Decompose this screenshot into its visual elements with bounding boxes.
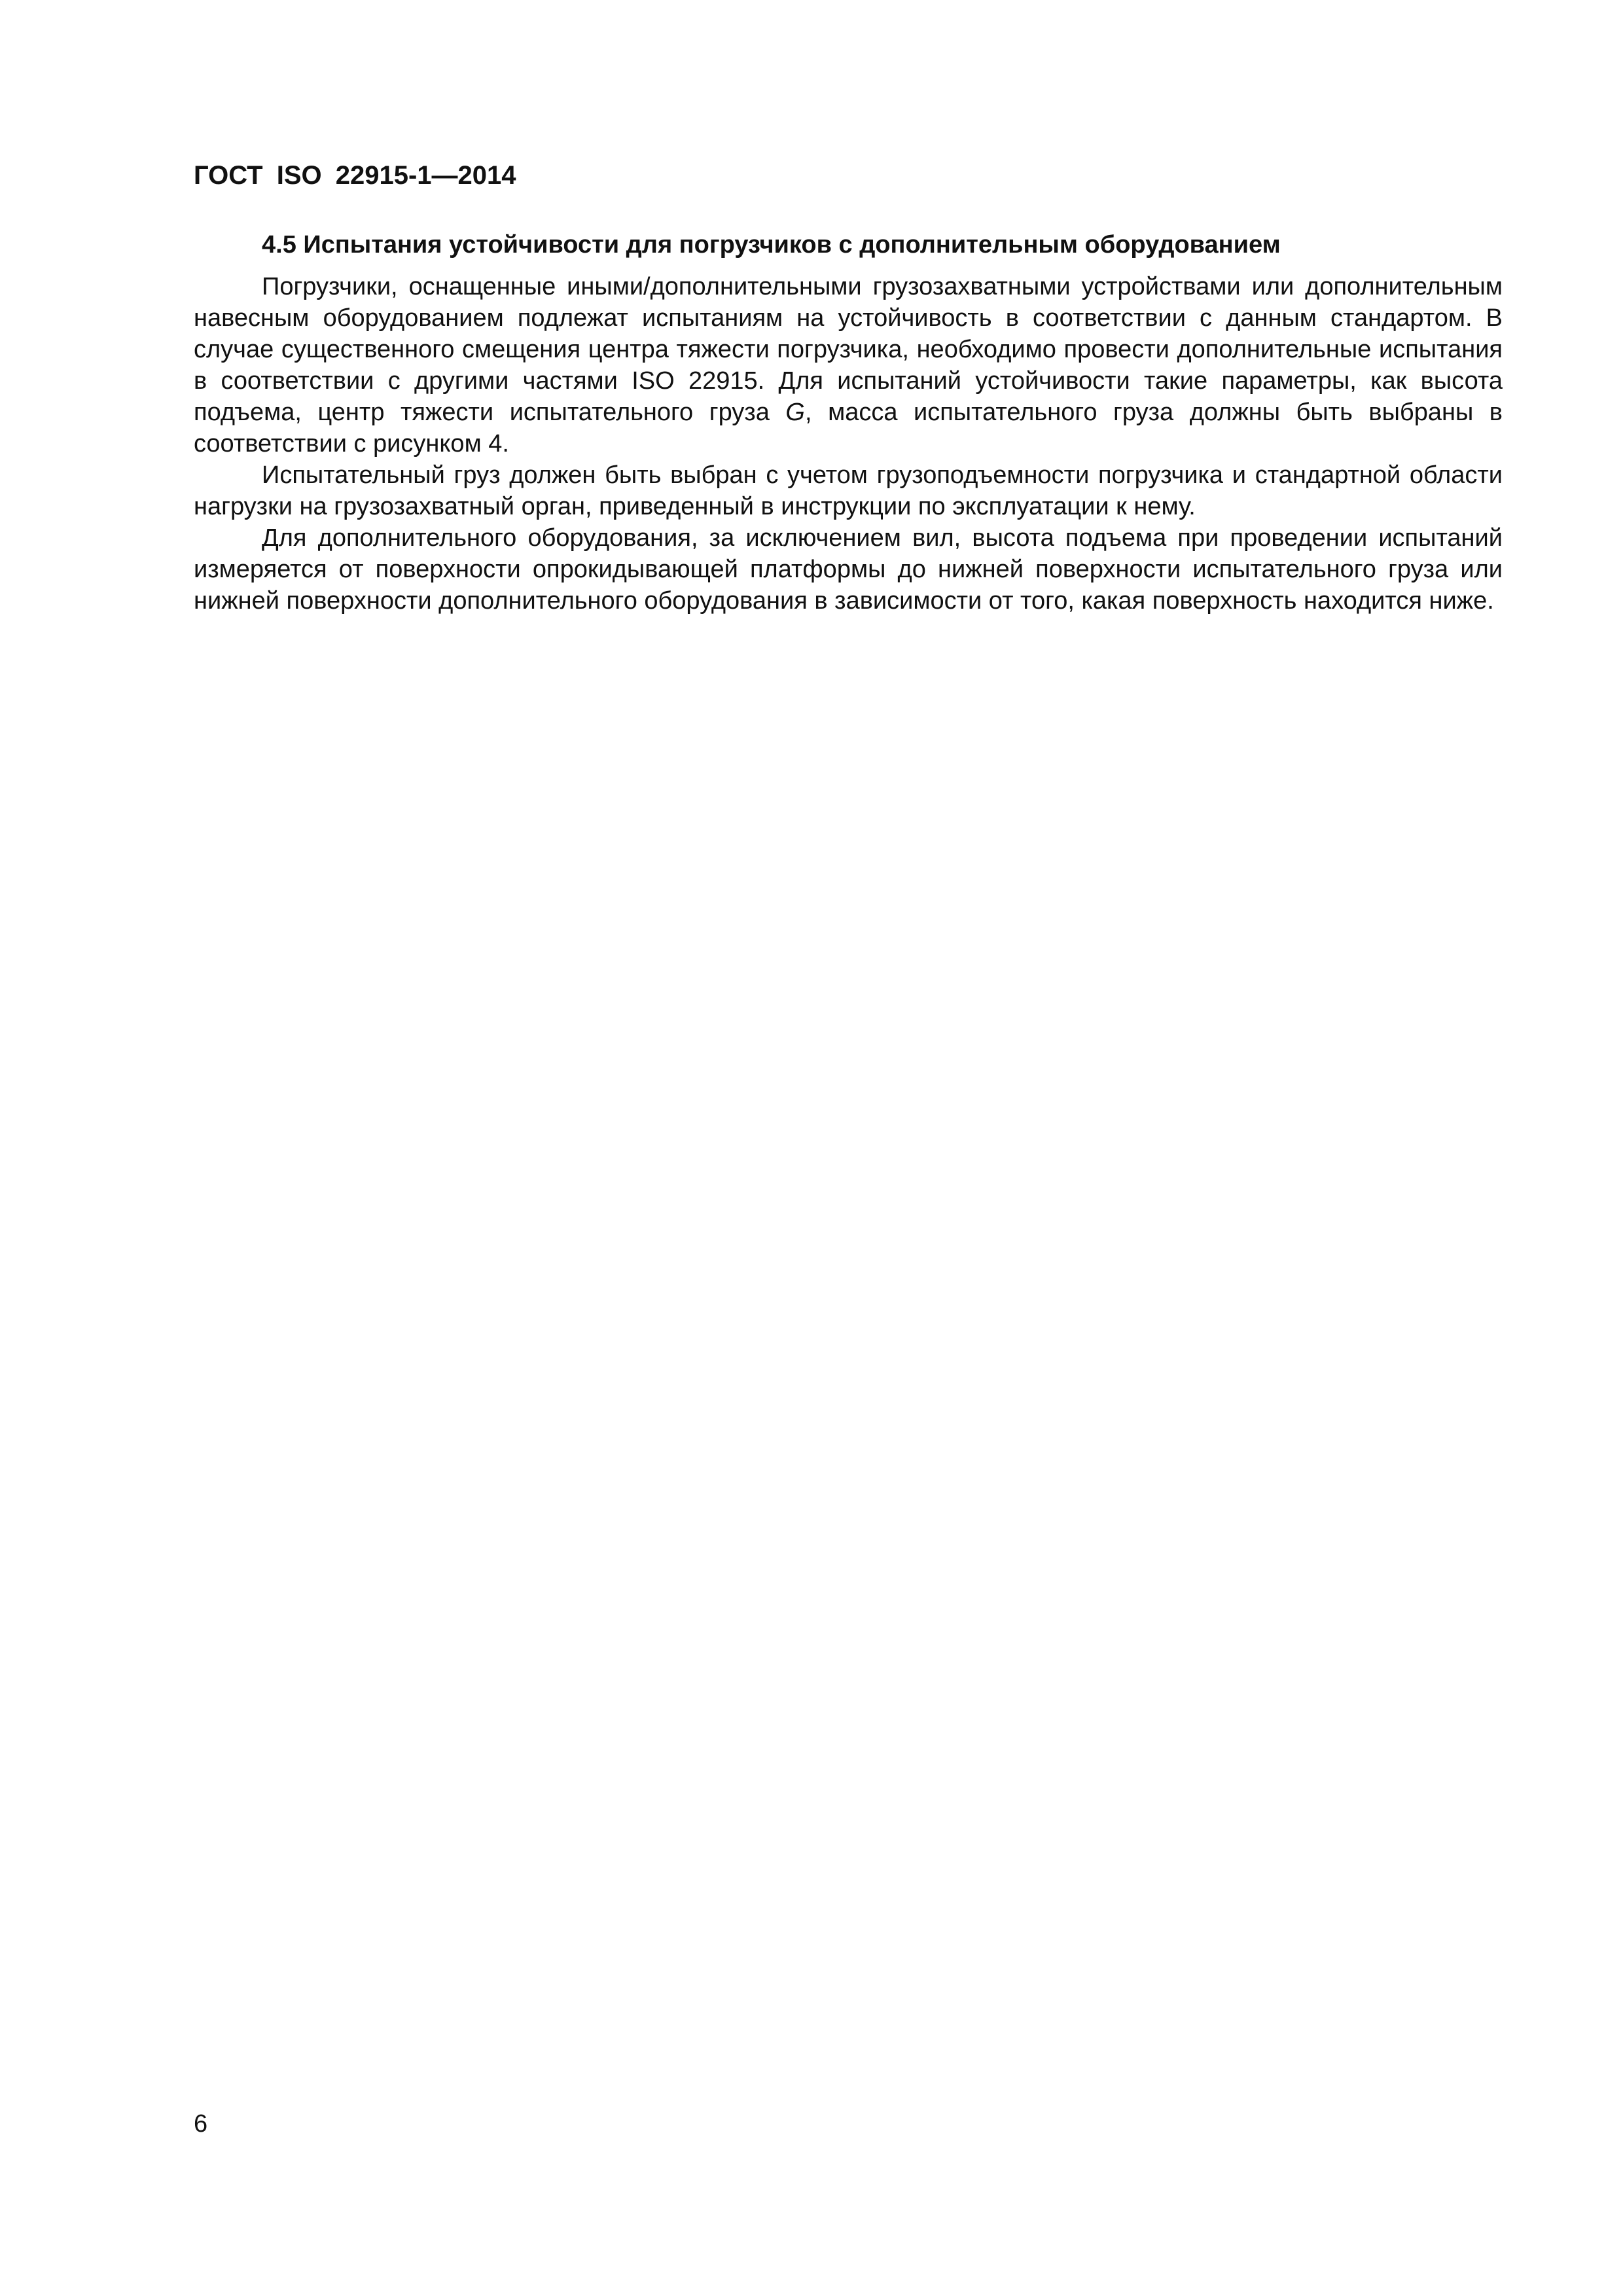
document-header-standard-number: ГОСТ ISO 22915-1—2014 (194, 161, 516, 190)
paragraph-1-text-end: , масса испытательного груза должны быть выбраны в соответствии с рисунком 4. (194, 399, 1503, 457)
page-number: 6 (194, 2110, 208, 2138)
section-title: 4.5 Испытания устойчивости для погрузчиков с дополнительным оборудованием (262, 231, 1281, 259)
paragraph-1-text-start: Погрузчики, оснащенные иными/дополнительными грузозахватными устройствами или дополнительным навесным оборудованием подлежат испытаниям на устойчивость в соответствии с данным стандартом. В случае существенного смещения центра тяжести погрузчика, необходимо провести дополнительные испытания в соответствии с другими частями ISO 22915. Для испытаний устойчивости такие параметры, как высота подъема, центр тяжести испытательного груза (194, 273, 1503, 426)
paragraph-1-italic-symbol: G (785, 399, 805, 426)
main-content (194, 229, 1503, 617)
paragraph-1 (194, 271, 1503, 459)
paragraph-3: Для дополнительного оборудования, за исключением вил, высота подъема при проведении испытаний измеряется от поверхности опрокидывающей платформы до нижней поверхности испытательного груза или нижней поверхности дополнительного оборудования в зависимости от того, какая поверхность находится ниже. (194, 524, 1503, 615)
paragraph-2: Испытательный груз должен быть выбран с учетом грузоподъемности погрузчика и стандартной области нагрузки на грузозахватный орган, приведенный в инструкции по эксплуатации к нему. (194, 461, 1503, 520)
